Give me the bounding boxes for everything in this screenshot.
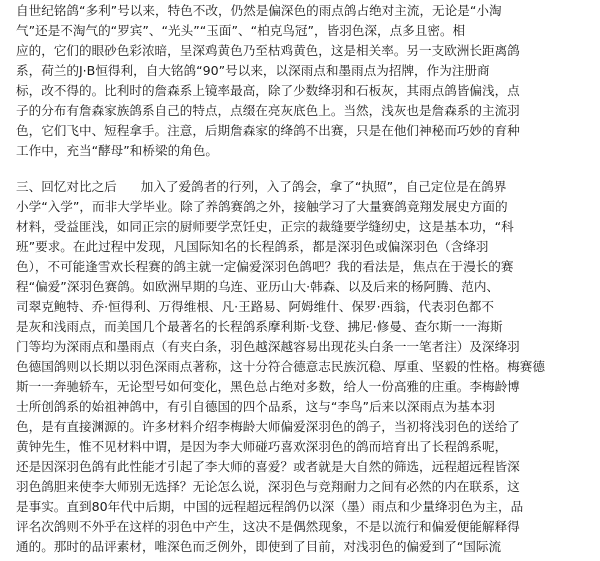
text-line: 材料，受益匪浅，如同正宗的厨师要学烹饪史，正宗的裁缝要学缝纫史，这是基本功，“科	[16, 219, 514, 234]
text-line: 班”要求。在此过程中发现，凡国际知名的长程鸽系，都是深羽色或偏深羽色（含绛羽	[16, 239, 489, 254]
text-line: 气”还是不淘气的“罗宾”、“光头”“玉面”、“柏克鸟冠”，皆羽色深，点多且密。相	[16, 23, 466, 38]
text-line: 子的分布有詹森家族鸽系自己的特点，点缀在亮灰底色上。当然，浅灰也是詹森系的主流羽	[16, 103, 520, 118]
text-line: 标，改不得的。比利时的詹森系上镜率最高，除了少数绛羽和石板灰，其雨点鸽皆偏浅，点	[16, 83, 520, 98]
text-line: 是灰和浅雨点，而美国几个最著名的长程鸽系摩利斯·戈登、拂尼·修曼、查尔斯一一海斯	[16, 319, 503, 334]
text-line: 羽色鸽胆来使李大师别无选择？无论怎么说，深羽色与竞翔耐力之间有必然的内在联系，这	[16, 479, 520, 494]
text-line: 评名次鸽则不外乎在这样的羽色中产生，这决不是偶然现象，不是以流行和偏爱便能解释得	[16, 519, 520, 534]
text-line: 士所创鸽系的始祖神鸽中，有引自德国的四个品系，这与“李鸟”后来以深雨点为基本羽	[16, 399, 496, 414]
text-line: 工作中，充当“酵母”和桥梁的角色。	[16, 143, 218, 158]
text-line: 黄钟先生，惟不见材料中谓，是因为李大师碰巧喜欢深羽色的鸽而培育出了长程鸽系呢，	[16, 439, 508, 454]
text-line: 色，是有直接渊源的。许多材料介绍李梅龄大师偏爱深羽色的鸽子，当初将浅羽色的送给了	[16, 419, 520, 434]
section-heading-line: 三、回忆对比之后 加入了爱鸽者的行列，入了鸽会，拿了“执照”，自己定位是在鸽界	[16, 179, 507, 194]
text-line: 是事实。直到80年代中后期，中国的远程超远程鸽仍以深（墨）雨点和少量绛羽色为主，品	[16, 499, 524, 514]
text-line: 通的。那时的品评素材，唯深色而乏例外，即使到了目前，对浅羽色的偏爱到了“国际流	[16, 539, 502, 554]
text-line: 色德国鸽则以长期以羽色深雨点著称，这十分符合德意志民族沉稳、厚重、坚毅的性格。梅赛德	[16, 359, 545, 374]
text-line: 程“偏爱”深羽色赛鸽。如欧洲早期的乌连、亚历山大·韩森、以及后来的杨阿腾、范内、	[16, 279, 500, 294]
text-line: 还是因深羽色鸽有此性能才引起了李大师的喜爱？或者就是大自然的筛选，远程超远程皆深	[16, 459, 520, 474]
text-line: 色），不可能逢雪欢长程赛的鸽主就一定偏爱深羽色鸽吧？我的看法是，焦点在于漫长的赛	[16, 259, 514, 274]
text-line: 系，荷兰的J·B恒得利，自大铭鸽“90”号以来，以深雨点和墨雨点为招牌，作为注册商	[16, 63, 490, 78]
text-line: 司翠克鲍特、乔·恒得利、万得维根、凡·王路易、阿姆维什、保罗·西翁，代表羽色都不	[16, 299, 494, 314]
text-line: 应的，它们的眼砂色彩浓暗，呈深鸡黄色乃至枯鸡黄色，这是相关率。另一支欧洲长距离鸽	[16, 43, 520, 58]
text-line: 色，它们飞中、短程拿手。注意，后期詹森家的绛鸽不出赛，只是在他们神秘而巧妙的育种	[16, 123, 520, 138]
text-line: 小学“入学”，而非大学毕业。除了养鸽赛鸽之外，接触学习了大量赛鸽竟翔发展史方面的	[16, 199, 508, 214]
text-line: 斯一一奔驰轿车，无论型号如何变化，黑色总占绝对多数，给人一份高雅的庄重。李梅龄博	[16, 379, 520, 394]
text-line: 门等均为深雨点和墨雨点（有夹白条，羽色越深越容易出现花头白条一一笔者注）及深绛羽	[16, 339, 520, 354]
text-line: 自世纪铭鸽“多利”号以来，特色不改，仍然是偏深色的雨点鸽占绝对主流，无论是“小淘	[16, 3, 502, 18]
